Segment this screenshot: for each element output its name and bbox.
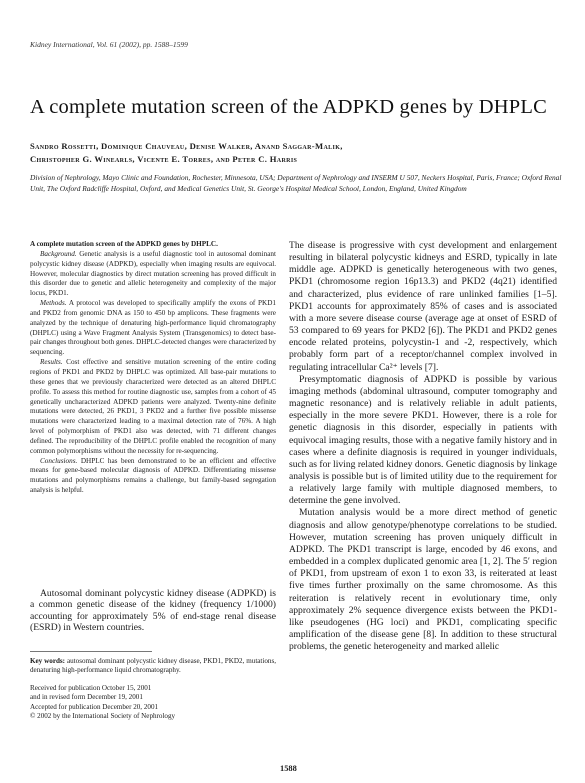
- body-column-right: [289, 240, 557, 653]
- keywords: [30, 657, 276, 676]
- publication-dates: [30, 684, 276, 722]
- footnote-divider: [30, 651, 152, 652]
- background-text: Genetic analysis is a useful diagnostic tool in autosomal dominant polycystic kidney disease (ADPKD), especially when imaging results are equivocal. However, molecular diagnostics by direct mutation screening has proved difficult in this disorder due to genetic and allelic heterogeneity and complexity of the major locus, PKD1.: [30, 249, 276, 298]
- affiliations: Division of Nephrology, Mayo Clinic and Foundation, Rochester, Minnesota, USA; Department of Nephrology and INSERM U 507, Neckers Hospital, Paris, France; Oxford Renal Unit, The Oxford Radcliffe Hospital, Oxford, and Medical Genetics Unit, St. George's Hospital Medical School, London, England, United Kingdom: [30, 173, 562, 194]
- body-paragraph-3: Mutation analysis would be a more direct method of genetic diagnosis and allow genotype/phenotype correlations to be studied. However, mutation screening has proven uniquely difficult in ADPKD. The PKD1 transcript is large, encoded by 46 exons, and embedded in a complex duplicated genomic area [1, 2]. The 5′ region of PKD1, from upstream of exon 1 to exon 33, is reiterated at least five times further proximally on the same chromosome. As this reiteration is relatively recent in evolutionary time, only approximately 2% sequence divergence exists between the PKD1-like pseudogenes (HG loci) and PKD1, complicating specific amplification of the disease gene [8]. In addition to these structural problems, the genetic heterogeneity and marked allelic: [289, 507, 557, 653]
- journal-citation: Kidney International, Vol. 61 (2002), pp. 1588–1599: [30, 40, 188, 49]
- abstract: [30, 240, 276, 496]
- intro-paragraph: Autosomal dominant polycystic kidney disease (ADPKD) is a common genetic disease of the kidney (frequency 1/1000) accounting for approximately 5% of end-stage renal disease (ESRD) in Western countries.: [30, 588, 276, 634]
- abstract-heading: A complete mutation screen of the ADPKD genes by DHPLC.: [30, 240, 218, 248]
- background-label: Background.: [40, 249, 77, 258]
- methods-text: A protocol was developed to specifically amplify the exons of PKD1 and PKD2 from genomic DNA as 150 to 450 bp amplicons. These fragments were analyzed by the technique of denaturing high-performance liquid chromatography (DHPLC) using a Wave Fragment Analysis System (Transgenomics) to detect base-pair changes throughout both genes. DHPLC-detected changes were characterized by sequencing.: [30, 299, 276, 357]
- received-date: Received for publication October 15, 2001: [30, 684, 152, 692]
- copyright-line: © 2002 by the International Society of Nephrology: [30, 712, 176, 721]
- abstract-conclusions: [30, 457, 276, 496]
- conclusions-text: DHPLC has been demonstrated to be an efficient and effective means for gene-based molecular diagnosis of ADPKD. Differentiating missense mutations and polymorphisms remains a challenge, but family-based segregation analysis is helpful.: [30, 456, 276, 495]
- results-text: Cost effective and sensitive mutation screening of the entire coding regions of PKD1 and PKD2 by DHPLC was optimized. All base-pair mutations to these genes that we previously characterized were detected as an altered DHPLC profile. To assess this method for routine diagnostic use, samples from a cohort of 45 genetically uncharacterized ADPKD patients were analyzed. Twenty-nine definite mutations were detected, 26 PKD1, 3 PKD2 and a further five possible missense mutations were characterized leading to a maximal detection rate of 76%. A high level of polymorphism of PKD1 also was detected, with 71 different changes defined. The reproducibility of the DHPLC profile enabled the recognition of many common polymorphisms without the necessity for re-sequencing.: [30, 358, 276, 455]
- abstract-results: [30, 358, 276, 456]
- methods-label: Methods.: [40, 299, 67, 308]
- abstract-methods: [30, 299, 276, 358]
- abstract-background: [30, 250, 276, 299]
- keywords-label: Key words:: [30, 657, 66, 665]
- article-title: A complete mutation screen of the ADPKD genes by DHPLC: [30, 96, 547, 118]
- accepted-date: Accepted for publication December 20, 2001: [30, 702, 159, 711]
- keywords-text: autosomal dominant polycystic kidney disease, PKD1, PKD2, mutations, denaturing high-performance liquid chromatography.: [30, 657, 277, 675]
- page-number: 1588: [280, 764, 297, 773]
- body-paragraph-1: The disease is progressive with cyst development and enlargement resulting in bilateral polycystic kidneys and ESRD, typically in late middle age. ADPKD is genetically heterogeneous with two genes, PKD1 (chromosome region 16p13.3) and PKD2 (4q21) identified and characterized, plus evidence of rare unlinked families [1–5]. PKD1 accounts for approximately 85% of cases and is associated with a more severe disease course (average age at onset of ESRD of 53 compared to 69 years for PKD2 [6]). The PKD1 and PKD2 genes encode related proteins, polycystin-1 and -2, respectively, which probably form part of a receptor/channel complex involved in regulating intracellular Ca²⁺ levels [7].: [289, 240, 557, 373]
- results-label: Results.: [40, 358, 63, 367]
- revised-date: and in revised form December 19, 2001: [30, 693, 143, 702]
- author-list: [30, 140, 565, 166]
- body-paragraph-2: Presymptomatic diagnosis of ADPKD is possible by various imaging methods (abdominal ultrasound, computer tomography and magnetic resonance) and is relatively reliable in adult patients, especially in the more severe PKD1. However, there is a role for genetic diagnosis in this disorder, especially in patients with equivocal imaging results, those with a negative family history and in cases where a definite diagnosis is required in younger individuals, such as for living related kidney donors. Genetic diagnosis by linkage analysis is possible but is of limited utility due to the requirement for a relatively large family with multiple diagnosed members, to determine the gene involved.: [289, 373, 557, 507]
- author-line-1: Sandro Rossetti, Dominique Chauveau, Denise Walker, Anand Saggar-Malik,: [30, 141, 343, 151]
- conclusions-label: Conclusions.: [40, 456, 78, 465]
- author-line-2: Christopher G. Winearls, Vicente E. Torres, and Peter C. Harris: [30, 154, 298, 164]
